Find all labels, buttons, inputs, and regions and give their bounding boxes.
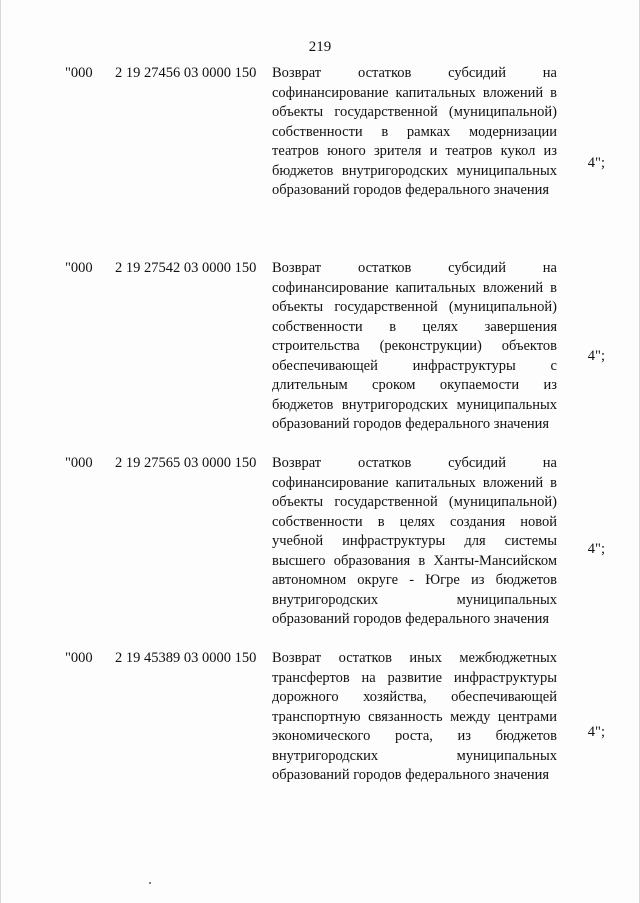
table-row: [65, 454, 605, 649]
budget-code: 2 19 27565 03 0000 150: [115, 455, 257, 471]
table-row: [65, 259, 605, 454]
admin-code: "000: [65, 65, 93, 81]
scan-speck: [149, 882, 151, 884]
code-description: Возврат остатков субсидий на софинансирование капитальных вложений в объекты государственной (муниципальной) собственности в рамках модернизации театров юного зрителя и театров кукол из бюджетов внутригородских муниципальных образований городов федерального значения: [272, 65, 557, 198]
admin-code: "000: [65, 455, 93, 471]
row-tail: [557, 649, 605, 824]
row-tail-text: 4";: [587, 540, 605, 557]
admin-code: "000: [65, 260, 93, 276]
row-tail: [557, 259, 605, 454]
table-row: [65, 649, 605, 824]
code-description: Возврат остатков субсидий на софинансирование капитальных вложений в объекты государственной (муниципальной) собственности в целях создания новой учебной инфраструктуры для системы высшего образования в Ханты-Мансийском автономном округе - Югре из бюджетов внутригородских муниципальных образований городов федерального значения: [272, 455, 557, 627]
budget-code: 2 19 27456 03 0000 150: [115, 65, 257, 81]
row-tail: [557, 64, 605, 259]
page-number: 219: [308, 39, 332, 55]
admin-code: "000: [65, 650, 93, 666]
row-tail-text: 4";: [587, 154, 605, 171]
row-tail-text: 4";: [587, 723, 605, 740]
budget-code: 2 19 27542 03 0000 150: [115, 260, 257, 276]
row-tail: [557, 454, 605, 649]
code-description: Возврат остатков субсидий на софинансирование капитальных вложений в объекты государственной (муниципальной) собственности в целях завершения строительства (реконструкции) объектов обеспечивающей инфраструктуры с длительным сроком окупаемости из бюджетов внутригородских муниципальных образований городов федерального значения: [272, 260, 557, 432]
row-tail-text: 4";: [587, 347, 605, 364]
code-table: [65, 64, 605, 824]
table-row: [65, 64, 605, 259]
budget-code: 2 19 45389 03 0000 150: [115, 650, 257, 666]
code-description: Возврат остатков иных межбюджетных трансфертов на развитие инфраструктуры дорожного хозяйства, обеспечивающей транспортную связанность между центрами экономического роста, из бюджетов внутригородских муниципальных образований городов федерального значения: [272, 650, 557, 783]
